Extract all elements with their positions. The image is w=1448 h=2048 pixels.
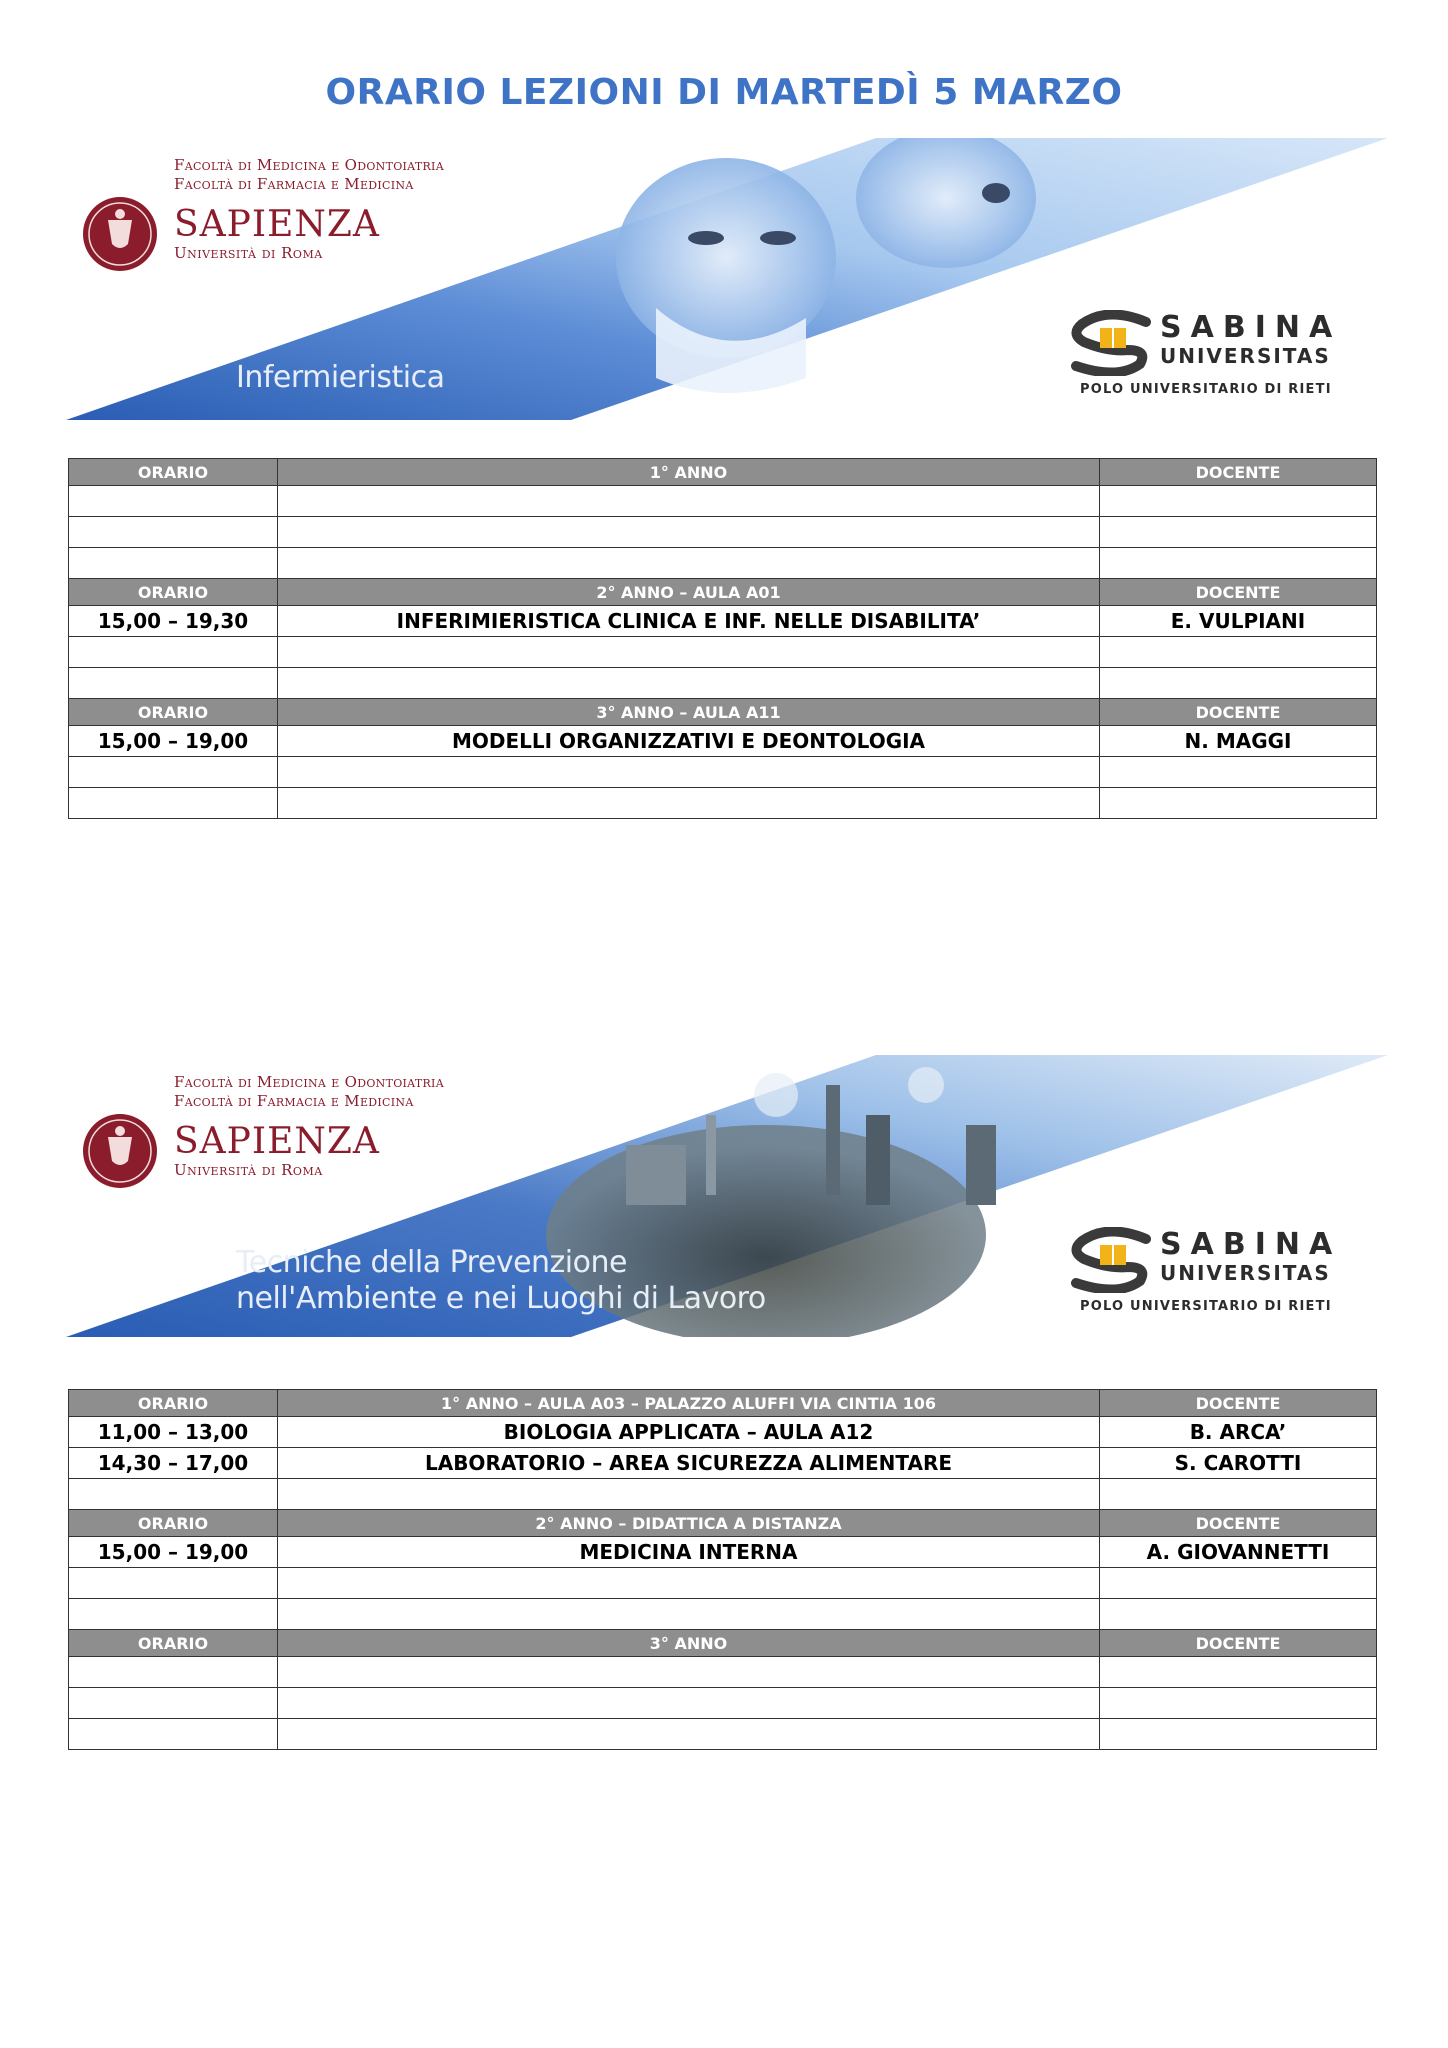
section-header-row (69, 1390, 1377, 1417)
table-row (69, 668, 1377, 699)
course-line-1: Infermieristica (236, 360, 445, 395)
header-cell-docente: DOCENTE (1100, 459, 1377, 486)
cell-orario (69, 788, 278, 819)
cell-orario: 15,00 – 19,00 (69, 726, 278, 757)
section-header-row (69, 459, 1377, 486)
sabina-s-icon (1068, 310, 1154, 376)
sabina-universitas: UNIVERSITAS (1160, 1261, 1331, 1285)
cell-orario (69, 757, 278, 788)
cell-docente: S. CAROTTI (1100, 1448, 1377, 1479)
table-row (69, 1599, 1377, 1630)
cell-orario (69, 1688, 278, 1719)
sabina-s-icon (1068, 1227, 1154, 1293)
cell-materia (278, 788, 1100, 819)
header-cell-materia: 1° ANNO – AULA A03 – PALAZZO ALUFFI VIA CINTIA 106 (278, 1390, 1100, 1417)
section-header-row (69, 699, 1377, 726)
cell-materia (278, 1599, 1100, 1630)
table-row (69, 517, 1377, 548)
table-row (69, 1537, 1377, 1568)
header-cell-docente: DOCENTE (1100, 699, 1377, 726)
table-row (69, 757, 1377, 788)
sabina-logo (1068, 310, 1368, 410)
header-cell-orario: ORARIO (69, 579, 278, 606)
header-cell-docente: DOCENTE (1100, 579, 1377, 606)
table-row (69, 1688, 1377, 1719)
cell-materia (278, 1719, 1100, 1750)
section-header-row (69, 1510, 1377, 1537)
cell-orario (69, 1719, 278, 1750)
cell-orario: 15,00 – 19,30 (69, 606, 278, 637)
sabina-logo (1068, 1227, 1368, 1327)
cell-materia: MODELLI ORGANIZZATIVI E DEONTOLOGIA (278, 726, 1100, 757)
sabina-word: SABINA (1160, 310, 1342, 345)
table-row (69, 486, 1377, 517)
cell-docente (1100, 788, 1377, 819)
header-cell-orario: ORARIO (69, 1630, 278, 1657)
cell-orario: 15,00 – 19,00 (69, 1537, 278, 1568)
university-name: SAPIENZA (174, 204, 380, 245)
header-cell-orario: ORARIO (69, 699, 278, 726)
cell-docente (1100, 1688, 1377, 1719)
cell-orario (69, 1657, 278, 1688)
cell-orario (69, 1568, 278, 1599)
cell-orario: 11,00 – 13,00 (69, 1417, 278, 1448)
header-cell-materia: 3° ANNO (278, 1630, 1100, 1657)
cell-orario (69, 1479, 278, 1510)
faculty-line-2: Facoltà di Farmacia e Medicina (174, 1092, 414, 1110)
faculty-line-2: Facoltà di Farmacia e Medicina (174, 175, 414, 193)
cell-materia: MEDICINA INTERNA (278, 1537, 1100, 1568)
cell-docente (1100, 486, 1377, 517)
header-cell-docente: DOCENTE (1100, 1630, 1377, 1657)
university-subtitle: Università di Roma (174, 244, 323, 262)
header-cell-materia: 2° ANNO – AULA A01 (278, 579, 1100, 606)
cell-orario (69, 517, 278, 548)
cell-docente (1100, 757, 1377, 788)
table-row (69, 1568, 1377, 1599)
cell-orario (69, 486, 278, 517)
cell-docente (1100, 548, 1377, 579)
university-subtitle: Università di Roma (174, 1161, 323, 1179)
table-row (69, 548, 1377, 579)
page-title: ORARIO LEZIONI DI MARTEDÌ 5 MARZO (325, 72, 1123, 113)
header-cell-orario: ORARIO (69, 459, 278, 486)
faculty-line-1: Facoltà di Medicina e Odontoiatria (174, 1073, 444, 1091)
cell-docente (1100, 668, 1377, 699)
cell-docente (1100, 1479, 1377, 1510)
faculty-line-1: Facoltà di Medicina e Odontoiatria (174, 156, 444, 174)
table-row (69, 1417, 1377, 1448)
course-name (236, 1245, 766, 1317)
cell-materia (278, 637, 1100, 668)
banner-infermieristica (66, 138, 1388, 420)
course-line-1: Tecniche della Prevenzione (236, 1245, 627, 1280)
table-row (69, 1448, 1377, 1479)
table-row (69, 637, 1377, 668)
cell-orario (69, 548, 278, 579)
university-name: SAPIENZA (174, 1121, 380, 1162)
sabina-polo: POLO UNIVERSITARIO DI RIETI (1080, 382, 1332, 397)
cell-materia: LABORATORIO – AREA SICUREZZA ALIMENTARE (278, 1448, 1100, 1479)
cell-materia (278, 1479, 1100, 1510)
table-row (69, 726, 1377, 757)
sabina-polo: POLO UNIVERSITARIO DI RIETI (1080, 1299, 1332, 1314)
header-cell-docente: DOCENTE (1100, 1510, 1377, 1537)
cell-orario: 14,30 – 17,00 (69, 1448, 278, 1479)
section-header-row (69, 579, 1377, 606)
cell-docente (1100, 637, 1377, 668)
cell-orario (69, 637, 278, 668)
cell-docente (1100, 1568, 1377, 1599)
table-row (69, 606, 1377, 637)
section-header-row (69, 1630, 1377, 1657)
cell-docente (1100, 1719, 1377, 1750)
schedule-table-infermieristica (68, 458, 1377, 819)
sabina-word: SABINA (1160, 1227, 1342, 1262)
course-name (236, 360, 444, 396)
header-cell-orario: ORARIO (69, 1510, 278, 1537)
header-cell-materia: 1° ANNO (278, 459, 1100, 486)
sapienza-seal-icon (80, 194, 160, 274)
cell-materia: INFERIMIERISTICA CLINICA E INF. NELLE DISABILITA’ (278, 606, 1100, 637)
sapienza-seal-icon (80, 1111, 160, 1191)
schedule-table-tecniche-prevenzione (68, 1389, 1377, 1750)
sabina-universitas: UNIVERSITAS (1160, 344, 1331, 368)
cell-materia (278, 1568, 1100, 1599)
header-cell-orario: ORARIO (69, 1390, 278, 1417)
cell-materia (278, 548, 1100, 579)
cell-materia: BIOLOGIA APPLICATA – AULA A12 (278, 1417, 1100, 1448)
cell-docente: B. ARCA’ (1100, 1417, 1377, 1448)
cell-orario (69, 668, 278, 699)
table-row (69, 1479, 1377, 1510)
header-cell-docente: DOCENTE (1100, 1390, 1377, 1417)
cell-docente: E. VULPIANI (1100, 606, 1377, 637)
cell-orario (69, 1599, 278, 1630)
cell-materia (278, 1688, 1100, 1719)
cell-docente (1100, 517, 1377, 548)
banner-tecniche-prevenzione (66, 1055, 1388, 1337)
cell-materia (278, 517, 1100, 548)
cell-docente (1100, 1657, 1377, 1688)
course-line-2: nell'Ambiente e nei Luoghi di Lavoro (236, 1281, 766, 1316)
header-cell-materia: 2° ANNO – DIDATTICA A DISTANZA (278, 1510, 1100, 1537)
cell-materia (278, 486, 1100, 517)
table-row (69, 1719, 1377, 1750)
header-cell-materia: 3° ANNO – AULA A11 (278, 699, 1100, 726)
table-row (69, 788, 1377, 819)
cell-materia (278, 1657, 1100, 1688)
cell-docente: N. MAGGI (1100, 726, 1377, 757)
cell-docente: A. GIOVANNETTI (1100, 1537, 1377, 1568)
table-row (69, 1657, 1377, 1688)
cell-materia (278, 757, 1100, 788)
cell-docente (1100, 1599, 1377, 1630)
cell-materia (278, 668, 1100, 699)
